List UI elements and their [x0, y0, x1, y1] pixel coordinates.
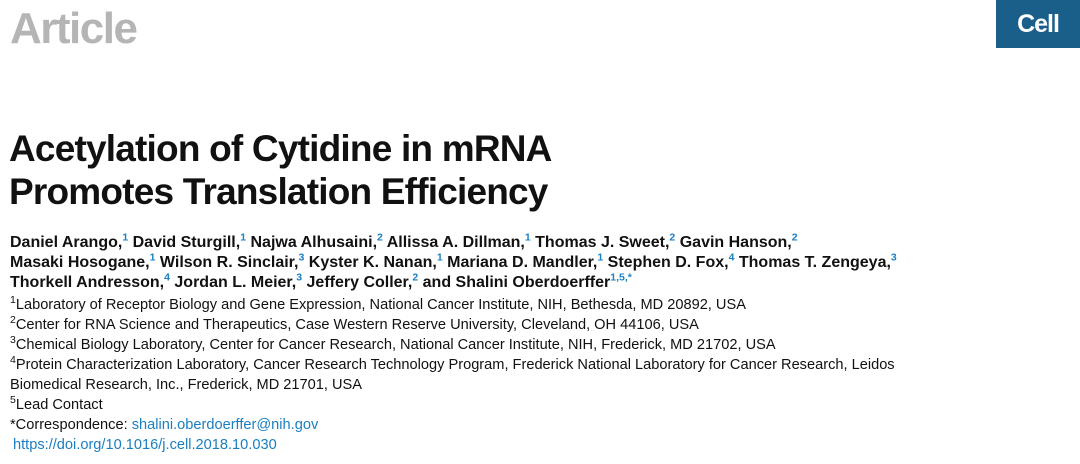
author-line [10, 233, 1070, 253]
article-type-label: Article [10, 4, 137, 53]
affiliation-text: Chemical Biology Laboratory, Center for Cancer Research, National Cancer Institute, NIH, Frederick, MD 21702, USA [15, 337, 776, 353]
affiliation-line [10, 395, 1070, 415]
author-name: Thorkell Andresson, [10, 274, 165, 291]
journal-logo-text: Cell [1017, 9, 1059, 38]
author-name: Masaki Hosogane, [10, 254, 150, 271]
author-line [10, 253, 1070, 273]
title-line-2: Promotes Translation Efficiency [9, 171, 548, 212]
affiliation-line [10, 335, 1070, 355]
affiliation-list [10, 295, 1070, 415]
author-name: David Sturgill, [132, 234, 241, 251]
correspondence-line [10, 415, 1070, 435]
author-affiliation-link[interactable]: 3 [890, 251, 897, 264]
author-affiliation-link[interactable]: 4 [728, 251, 735, 264]
author-affiliation-link[interactable]: 1 [122, 231, 129, 244]
affiliation-line [10, 295, 1070, 315]
affiliation-text: Biomedical Research, Inc., Frederick, MD 21701, USA [10, 377, 363, 393]
correspondence-email-link[interactable]: shalini.oberdoerffer@nih.gov [131, 417, 319, 433]
author-name: Stephen D. Fox, [607, 254, 729, 271]
author-affiliation-link[interactable]: 2 [791, 231, 798, 244]
author-affiliation-link[interactable]: 2 [412, 271, 419, 284]
author-name: Wilson R. Sinclair, [159, 254, 299, 271]
doi-link[interactable]: https://doi.org/10.1016/j.cell.2018.10.030 [13, 437, 277, 453]
author-affiliation-link[interactable]: 1 [597, 251, 604, 264]
author-affiliation-link[interactable]: 1 [149, 251, 156, 264]
cell-journal-logo[interactable] [996, 0, 1080, 48]
author-name: Najwa Alhusaini, [250, 234, 378, 251]
author-name: Thomas J. Sweet, [535, 234, 670, 251]
author-affiliation-link[interactable]: 2 [669, 231, 676, 244]
affiliation-line [10, 375, 1070, 395]
author-affiliation-link[interactable]: 1 [240, 231, 247, 244]
author-name: Gavin Hanson, [679, 234, 792, 251]
affiliation-number: 2 [10, 314, 16, 327]
affiliation-number: 3 [10, 334, 16, 347]
affiliation-line [10, 355, 1070, 375]
title-line-1: Acetylation of Cytidine in mRNA [9, 128, 552, 169]
author-affiliation-link[interactable]: 1,5,* [610, 271, 632, 284]
author-name: and Shalini Oberdoerffer [422, 274, 611, 291]
author-name: Thomas T. Zengeya, [738, 254, 891, 271]
article-title [9, 127, 909, 213]
author-name: Daniel Arango, [10, 234, 123, 251]
author-affiliation-link[interactable]: 3 [298, 251, 305, 264]
author-name: Allissa A. Dillman, [386, 234, 525, 251]
affiliation-number: 5 [10, 394, 16, 407]
correspondence-label: *Correspondence: [10, 417, 132, 433]
author-name: Kyster K. Nanan, [308, 254, 437, 271]
author-line [10, 273, 1070, 293]
author-name: Mariana D. Mandler, [447, 254, 598, 271]
author-list [10, 233, 1070, 293]
author-affiliation-link[interactable]: 3 [296, 271, 303, 284]
author-affiliation-link[interactable]: 1 [524, 231, 531, 244]
affiliation-text: Laboratory of Receptor Biology and Gene Expression, National Cancer Institute, NIH, Bethesda, MD 20892, USA [15, 297, 746, 313]
affiliations-block [10, 295, 1070, 455]
doi-line [10, 435, 1070, 455]
affiliation-text: Center for RNA Science and Therapeutics, Case Western Reserve University, Cleveland, OH 44106, USA [15, 317, 699, 333]
affiliation-text: Protein Characterization Laboratory, Cancer Research Technology Program, Frederick National Laboratory for Cancer Research, Leidos [15, 357, 895, 373]
author-name: Jeffery Coller, [306, 274, 413, 291]
author-name: Jordan L. Meier, [174, 274, 297, 291]
affiliation-number: 1 [10, 294, 16, 307]
author-affiliation-link[interactable]: 1 [436, 251, 443, 264]
author-affiliation-link[interactable]: 4 [164, 271, 170, 284]
affiliation-text: Lead Contact [15, 397, 103, 413]
author-affiliation-link[interactable]: 2 [377, 231, 383, 244]
affiliation-line [10, 315, 1070, 335]
affiliation-number: 4 [10, 354, 16, 367]
